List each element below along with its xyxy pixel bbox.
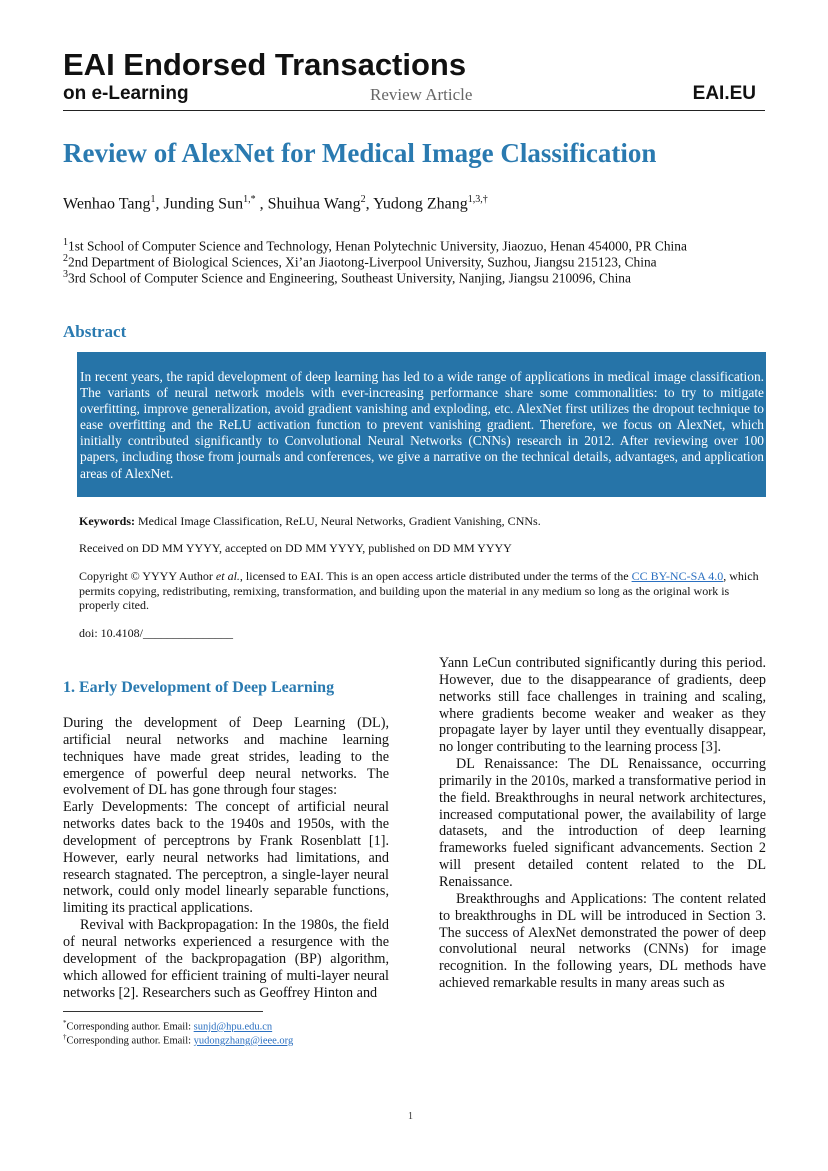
author-name: Junding Sun xyxy=(163,195,244,213)
page-number: 1 xyxy=(408,1111,413,1122)
section-heading: 1. Early Development of Deep Learning xyxy=(63,679,335,696)
footnote-label: Corresponding author. Email: xyxy=(66,1021,194,1033)
copyright-pre: Copyright © YYYY Author xyxy=(79,569,216,583)
footnote-mark: * xyxy=(63,1019,67,1027)
affiliation xyxy=(63,253,657,270)
article-type: Review Article xyxy=(370,85,473,104)
affiliation-mark: 2 xyxy=(63,253,68,264)
body-paragraph: During the development of Deep Learning (DL), artificial neural networks and machine learning techniques have made great strides, leading to the emergence of powerful deep neural networks. The evolvement of DL has gone through four stages: xyxy=(63,715,389,799)
footnote xyxy=(63,1033,293,1047)
author-separator: , xyxy=(155,195,164,213)
author-name: Shuihua Wang xyxy=(267,195,361,213)
keywords-text: Medical Image Classification, ReLU, Neural Networks, Gradient Vanishing, CNNs. xyxy=(135,514,541,528)
left-column xyxy=(63,715,389,1001)
footnote-mark: † xyxy=(63,1033,67,1041)
body-paragraph: Revival with Backpropagation: In the 1980s, the field of neural networks experienced a resurgence with the development of the backpropagation (BP) algorithm, which allowed for efficient training of multi-layer neural networks [2]. Researchers such as Geoffrey Hinton and xyxy=(63,917,389,1001)
author-separator: , xyxy=(365,195,374,213)
affiliation xyxy=(63,237,687,254)
doi: doi: 10.4108/_______________ xyxy=(79,626,234,640)
affiliation-text: 2nd Department of Biological Sciences, Xi’an Jiaotong-Liverpool University, Suzhou, Jiangsu 215123, China xyxy=(68,254,657,270)
abstract-heading: Abstract xyxy=(63,322,127,341)
author-list xyxy=(63,194,488,213)
license-link[interactable]: CC BY-NC-SA 4.0 xyxy=(631,569,724,583)
copyright-post: , which permits copying, redistributing, remixing, transformation, and building upon the material in any medium so long as the original work is properly cited. xyxy=(79,569,759,612)
author-affiliation-mark: 1 xyxy=(150,194,156,205)
received-dates: Received on DD MM YYYY, accepted on DD MM YYYY, published on DD MM YYYY xyxy=(79,541,512,555)
body-paragraph: Early Developments: The concept of artificial neural networks dates back to the 1940s and 1950s, with the development of perceptrons by Frank Rosenblatt [1]. However, early neural networks had limitations, and research stagnated. The perceptron, a single-layer neural network, could only model linearly separable functions, limiting its practical applications. xyxy=(63,799,389,917)
author-affiliation-mark: 1,3,† xyxy=(467,194,488,205)
email-link[interactable]: sunjd@hpu.edu.cn xyxy=(193,1021,273,1033)
header-rule xyxy=(63,110,765,111)
affiliation-mark: 1 xyxy=(63,237,68,248)
affiliation xyxy=(63,269,631,286)
email-link[interactable]: yudongzhang@ieee.org xyxy=(193,1035,294,1047)
right-column xyxy=(439,655,766,992)
copyright-mid: , licensed to EAI. This is an open access article distributed under the terms of the xyxy=(239,569,632,583)
copyright-notice xyxy=(79,569,759,613)
affiliation-mark: 3 xyxy=(63,269,68,280)
publisher-brand[interactable]: EAI.EU xyxy=(692,83,756,104)
affiliation-text: 1st School of Computer Science and Technology, Henan Polytechnic University, Jiaozuo, Henan 454000, PR China xyxy=(68,238,687,254)
author-affiliation-mark: 2 xyxy=(360,194,366,205)
footnote-label: Corresponding author. Email: xyxy=(66,1035,194,1047)
footnote-rule xyxy=(63,1011,263,1012)
affiliation-text: 3rd School of Computer Science and Engineering, Southeast University, Nanjing, Jiangsu 210096, China xyxy=(68,270,631,286)
author-name: Yudong Zhang xyxy=(373,195,468,213)
author-affiliation-mark: 1,* xyxy=(243,194,256,205)
footnote xyxy=(63,1019,272,1033)
copyright-etal: et al. xyxy=(215,569,240,583)
author-separator: , xyxy=(255,195,268,213)
body-paragraph: Breakthroughs and Applications: The content related to breakthroughs in DL will be introduced in Section 3. The success of AlexNet demonstrated the power of deep convolutional neural networks (CNNs) for image recognition. In the following years, DL methods have achieved remarkable results in many areas such as xyxy=(439,890,766,992)
keywords xyxy=(79,514,759,529)
abstract-box xyxy=(77,352,766,497)
keywords-label: Keywords: xyxy=(79,514,135,528)
body-paragraph: Yann LeCun contributed significantly during this period. However, due to the disappearance of gradients, deep networks still face challenges in training and scaling, where gradients become weaker and weaker as they propagate layer by layer until they eventually disappear, no longer contributing to the learning process [3]. xyxy=(439,655,766,756)
abstract-text: In recent years, the rapid development of deep learning has led to a wide range of applications in medical image classification. The variants of neural network models with ever-increasing performance share some commonalities: to try to mitigate overfitting, improve generalization, avoid gradient vanishing and exploding, etc. AlexNet first utilizes the dropout technique to ease overfitting and the ReLU activation function to prevent vanishing gradient. Therefore, we focus on AlexNet, which initially contributed significantly to Convolutional Neural Networks (CNNs) research in 2012. After reviewing over 100 papers, including those from journals and conferences, we give a narrative on the technical details, advantages, and application areas of AlexNet. xyxy=(80,369,764,481)
journal-subject: on e-Learning xyxy=(63,83,189,104)
paper-title: Review of AlexNet for Medical Image Classification xyxy=(63,138,657,168)
journal-title: EAI Endorsed Transactions xyxy=(63,47,467,82)
author-name: Wenhao Tang xyxy=(63,195,151,213)
body-paragraph: DL Renaissance: The DL Renaissance, occurring primarily in the 2010s, marked a transformative period in the field. Breakthroughs in neural network architectures, increased computational power, the availability of large datasets, and the introduction of deep learning frameworks fueled significant advancements. Section 2 will present detailed content related to the DL Renaissance. xyxy=(439,756,766,890)
